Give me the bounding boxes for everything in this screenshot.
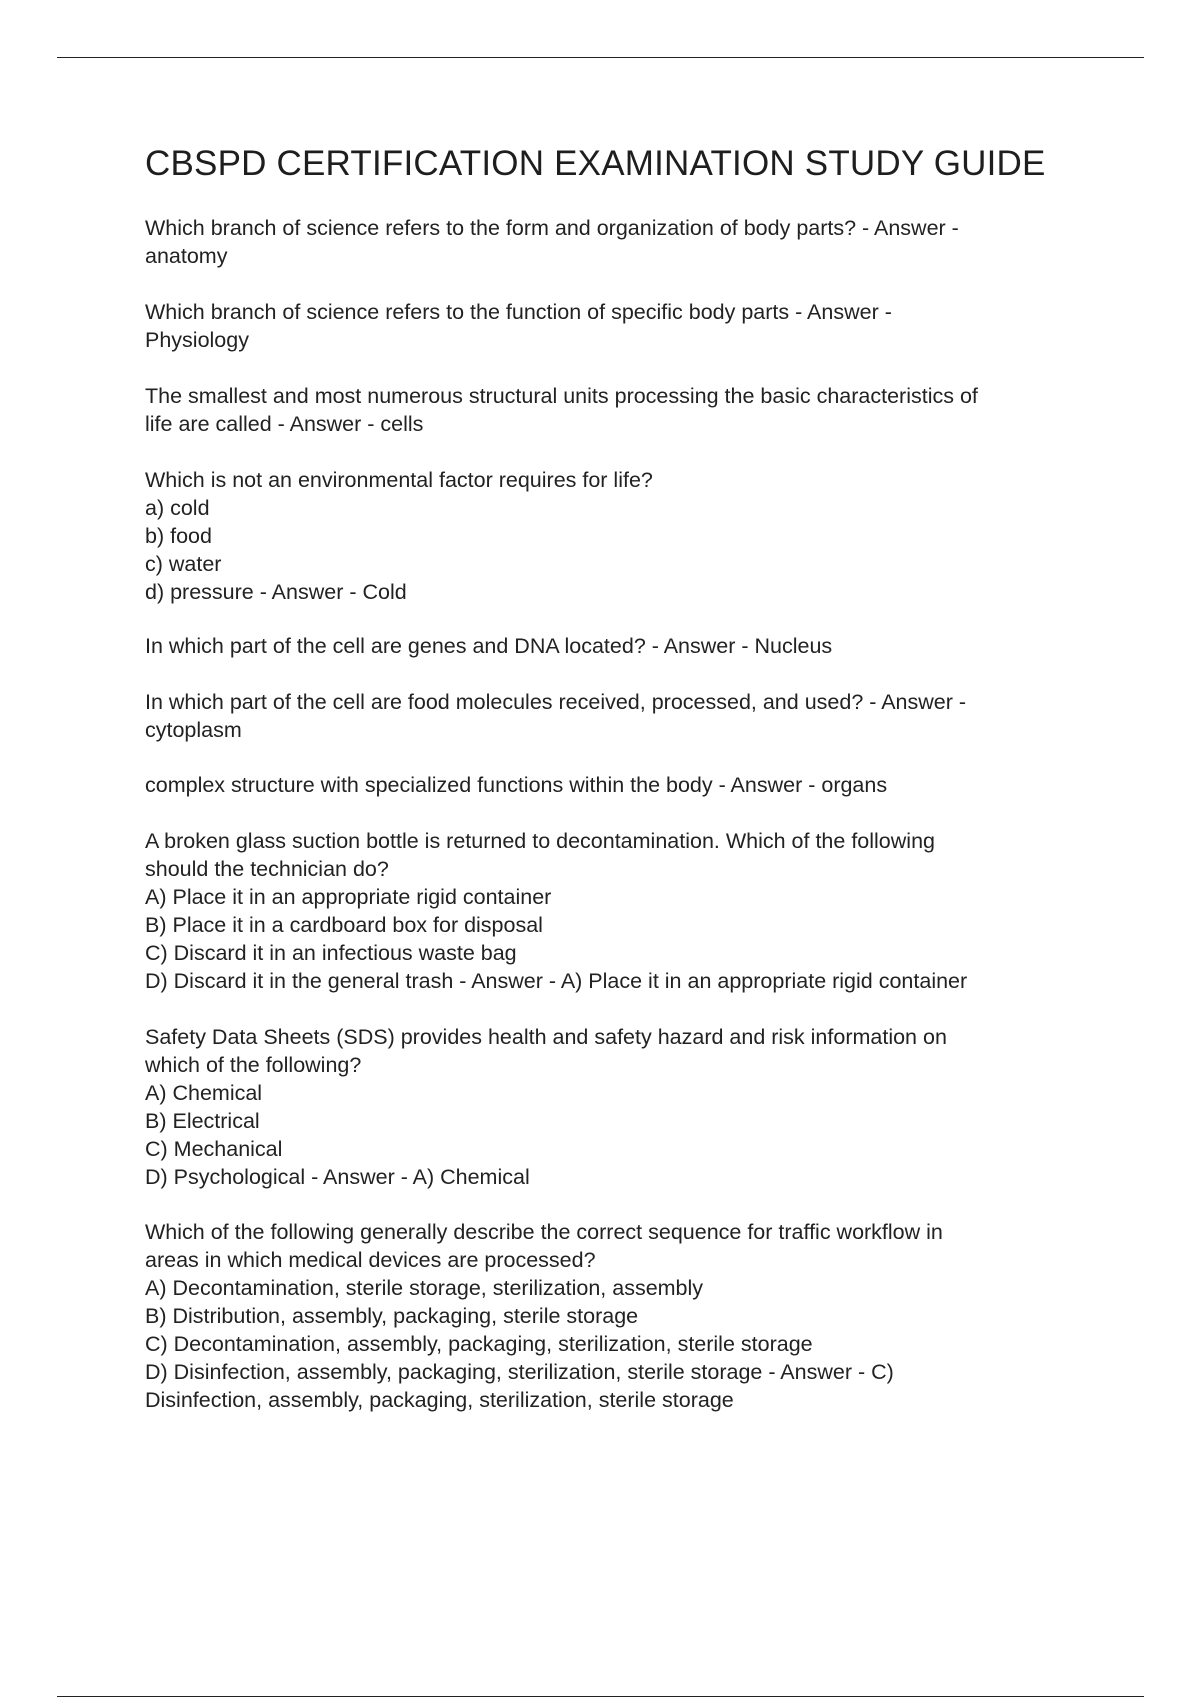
qa-line: In which part of the cell are genes and DNA located? - Answer - Nucleus — [145, 634, 833, 658]
qa-line: A) Decontamination, sterile storage, sterilization, assembly — [145, 1276, 704, 1300]
qa-item-nucleus — [145, 632, 1105, 660]
qa-item-environmental-factor — [145, 466, 1105, 606]
qa-line: cytoplasm — [145, 718, 242, 742]
qa-line: which of the following? — [145, 1053, 362, 1077]
qa-line: D) Psychological - Answer - A) Chemical — [145, 1165, 530, 1189]
bottom-divider — [57, 1696, 1144, 1697]
qa-line: complex structure with specialized functions within the body - Answer - organs — [145, 773, 888, 797]
qa-line: Which branch of science refers to the form and organization of body parts? - Answer - — [145, 216, 959, 240]
qa-line: Disinfection, assembly, packaging, sterilization, sterile storage — [145, 1388, 734, 1412]
qa-line: Which of the following generally describe the correct sequence for traffic workflow in — [145, 1220, 943, 1244]
qa-line: C) Discard it in an infectious waste bag — [145, 941, 517, 965]
qa-line: areas in which medical devices are processed? — [145, 1248, 596, 1272]
qa-item-organs — [145, 771, 1105, 799]
qa-line: b) food — [145, 524, 212, 548]
qa-item-cells — [145, 382, 1105, 438]
qa-line: In which part of the cell are food molecules received, processed, and used? - Answer - — [145, 690, 967, 714]
qa-item-physiology — [145, 298, 1105, 354]
qa-line: life are called - Answer - cells — [145, 412, 424, 436]
qa-item-anatomy — [145, 214, 1105, 270]
qa-item-traffic-workflow — [145, 1218, 1105, 1414]
qa-item-sds — [145, 1023, 1105, 1191]
qa-line: A) Chemical — [145, 1081, 263, 1105]
qa-line: Safety Data Sheets (SDS) provides health and safety hazard and risk information on — [145, 1025, 947, 1049]
qa-line: Which branch of science refers to the function of specific body parts - Answer - — [145, 300, 892, 324]
qa-line: Which is not an environmental factor requires for life? — [145, 468, 653, 492]
qa-line: Physiology — [145, 328, 249, 352]
top-divider — [57, 57, 1144, 58]
qa-line: The smallest and most numerous structural units processing the basic characteristics of — [145, 384, 978, 408]
qa-line: A) Place it in an appropriate rigid container — [145, 885, 552, 909]
qa-line: D) Disinfection, assembly, packaging, sterilization, sterile storage - Answer - C) — [145, 1360, 894, 1384]
qa-line: B) Electrical — [145, 1109, 260, 1133]
qa-line: B) Place it in a cardboard box for disposal — [145, 913, 543, 937]
qa-line: d) pressure - Answer - Cold — [145, 580, 407, 604]
qa-line: should the technician do? — [145, 857, 389, 881]
page-title: CBSPD CERTIFICATION EXAMINATION STUDY GUIDE — [145, 144, 1046, 183]
qa-line: anatomy — [145, 244, 228, 268]
qa-line: D) Discard it in the general trash - Answer - A) Place it in an appropriate rigid container — [145, 969, 968, 993]
qa-line: C) Mechanical — [145, 1137, 283, 1161]
qa-line: a) cold — [145, 496, 210, 520]
qa-line: C) Decontamination, assembly, packaging, sterilization, sterile storage — [145, 1332, 813, 1356]
qa-line: A broken glass suction bottle is returned to decontamination. Which of the following — [145, 829, 935, 853]
qa-line: c) water — [145, 552, 222, 576]
qa-item-cytoplasm — [145, 688, 1105, 744]
qa-item-suction-bottle — [145, 827, 1105, 995]
qa-line: B) Distribution, assembly, packaging, sterile storage — [145, 1304, 639, 1328]
